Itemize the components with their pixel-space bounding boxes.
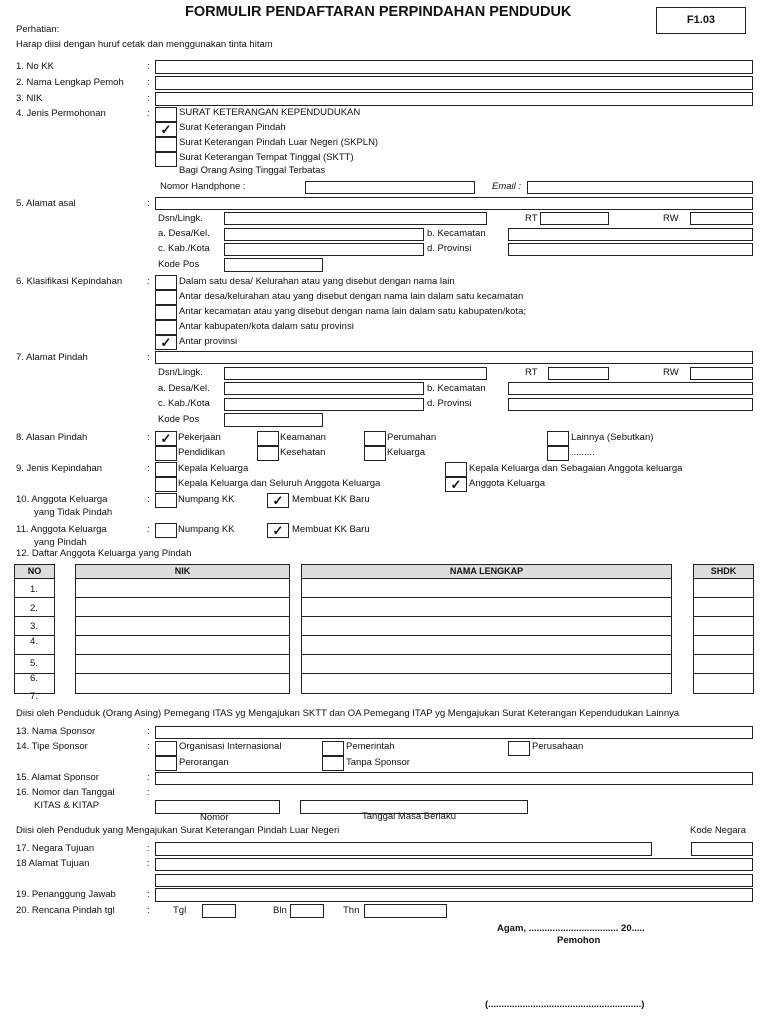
pindah-kecamatan-input[interactable] xyxy=(508,382,753,395)
checkbox-keamanan[interactable] xyxy=(257,431,279,446)
option-label: Perusahaan xyxy=(532,741,584,752)
check-icon: ✓ xyxy=(160,122,172,137)
checkbox-pemerintah[interactable] xyxy=(322,741,344,756)
option-label: Anggota Keluarga xyxy=(469,478,546,489)
label-phone: Nomor Handphone : xyxy=(160,181,246,192)
checkbox-kk-sebagian[interactable] xyxy=(445,462,467,477)
checkbox-kk-seluruh[interactable] xyxy=(155,477,177,492)
label-desa: a. Desa/Kel. xyxy=(158,228,210,239)
asal-rw-input[interactable] xyxy=(690,212,753,225)
header-shdk: SHDK xyxy=(693,564,754,579)
label-kode-pos: Kode Pos xyxy=(158,414,200,425)
checkbox-anggota-keluarga[interactable] xyxy=(445,477,467,492)
pindah-rw-input[interactable] xyxy=(690,367,753,380)
kode-negara-input[interactable] xyxy=(691,842,753,856)
email-input[interactable] xyxy=(527,181,753,194)
option-label: Numpang KK xyxy=(178,494,235,505)
check-icon: ✓ xyxy=(160,431,172,446)
label-nama-sponsor: 13. Nama Sponsor xyxy=(16,726,96,737)
table-row-line xyxy=(75,597,290,598)
label-penanggung-jawab: 19. Penanggung Jawab xyxy=(16,889,116,900)
check-icon: ✓ xyxy=(272,493,284,508)
label-rw: RW xyxy=(663,367,679,378)
colon: : xyxy=(147,61,150,72)
table-row-line xyxy=(75,635,290,636)
table-row-line xyxy=(75,616,290,617)
phone-input[interactable] xyxy=(305,181,475,194)
label-rencana-pindah: 20. Rencana Pindah tgl xyxy=(16,905,115,916)
label-klasifikasi: 6. Klasifikasi Kepindahan xyxy=(16,276,123,287)
checkbox-numpang-kk-11[interactable] xyxy=(155,523,177,538)
option-label: Kepala Keluarga xyxy=(178,463,249,474)
colon: : xyxy=(147,494,150,505)
colon: : xyxy=(147,858,150,869)
table-row-line xyxy=(75,673,290,674)
pindah-kab-input[interactable] xyxy=(224,398,424,411)
label-jenis-permohonan: 4. Jenis Permohonan xyxy=(16,108,106,119)
label-rt: RT xyxy=(525,213,538,224)
checkbox-skpln[interactable] xyxy=(155,137,177,152)
label-alasan: 8. Alasan Pindah xyxy=(16,432,88,443)
label-kitas-2: KITAS & KITAP xyxy=(34,800,100,811)
row-number: 1. xyxy=(30,584,38,595)
colon: : xyxy=(147,93,150,104)
colon: : xyxy=(147,108,150,119)
checkbox-klasifikasi-2[interactable] xyxy=(155,290,177,305)
label-tgl: Tgl xyxy=(173,905,187,916)
checkbox-numpang-kk-10[interactable] xyxy=(155,493,177,508)
checkbox-tanpa-sponsor[interactable] xyxy=(322,756,344,771)
no-kk-input[interactable] xyxy=(155,60,753,74)
col-nama[interactable] xyxy=(301,564,672,694)
checkbox-klasifikasi-3[interactable] xyxy=(155,305,177,320)
label-nik: 3. NIK xyxy=(16,93,43,104)
option-label: Kepala Keluarga dan Sebagaian Anggota keluarga xyxy=(469,463,683,474)
label-kecamatan: b. Kecamatan xyxy=(427,383,486,394)
label-dsn: Dsn/Lingk. xyxy=(158,367,203,378)
label-alamat-asal: 5. Alamat asal xyxy=(16,198,76,209)
label-thn: Thn xyxy=(343,905,360,916)
alamat-tujuan-input-2[interactable] xyxy=(155,874,753,887)
tgl-input[interactable] xyxy=(202,904,236,918)
label-provinsi: d. Provinsi xyxy=(427,398,472,409)
penanggung-jawab-input[interactable] xyxy=(155,888,753,902)
row-number: 2. xyxy=(30,603,38,614)
check-icon: ✓ xyxy=(160,335,172,350)
checkbox-klasifikasi-4[interactable] xyxy=(155,320,177,335)
asal-kecamatan-input[interactable] xyxy=(508,228,753,241)
label-desa: a. Desa/Kel. xyxy=(158,383,210,394)
colon: : xyxy=(147,432,150,443)
option-label: Keamanan xyxy=(280,432,326,443)
row-number: 7. xyxy=(30,691,38,702)
checkbox-organisasi[interactable] xyxy=(155,741,177,756)
table-row-line xyxy=(14,597,55,598)
checkbox-skk[interactable] xyxy=(155,107,177,122)
label-dsn: Dsn/Lingk. xyxy=(158,213,203,224)
option-label: Kesehatan xyxy=(280,447,326,458)
table-row-line xyxy=(14,654,55,655)
check-icon: ✓ xyxy=(272,523,284,538)
bln-input[interactable] xyxy=(290,904,324,918)
colon: : xyxy=(147,198,150,209)
table-row-line xyxy=(301,616,672,617)
option-label: Antar provinsi xyxy=(179,336,238,347)
section-orang-asing: Diisi oleh Penduduk (Orang Asing) Pemegang ITAS yg Mengajukan SKTT dan OA Pemegang ITAP yg Mengajukan Surat Keterangan Kependudukan Lainnya xyxy=(16,708,680,719)
checkbox-klasifikasi-5[interactable] xyxy=(155,335,177,350)
label-kab: c. Kab./Kota xyxy=(158,243,210,254)
label-tipe-sponsor: 14. Tipe Sponsor xyxy=(16,741,88,752)
option-label: Antar desa/kelurahan atau yang disebut dengan nama lain dalam satu kecamatan xyxy=(179,291,524,302)
section-luar-negeri: Diisi oleh Penduduk yang Mengajukan Surat Keterangan Pindah Luar Negeri xyxy=(16,825,340,836)
option-label: Membuat KK Baru xyxy=(292,524,370,535)
option-label: SURAT KETERANGAN KEPENDUDUKAN xyxy=(179,107,361,118)
label-kitas: 16. Nomor dan Tanggal xyxy=(16,787,115,798)
asal-rt-input[interactable] xyxy=(540,212,609,225)
colon: : xyxy=(147,905,150,916)
label-alamat-pindah: 7. Alamat Pindah xyxy=(16,352,88,363)
label-bln: Bln xyxy=(273,905,287,916)
table-row-line xyxy=(301,673,672,674)
signature-role: Pemohon xyxy=(557,935,601,946)
checkbox-kesehatan[interactable] xyxy=(257,446,279,461)
colon: : xyxy=(147,352,150,363)
label-anggota-pindah-2: yang Pindah xyxy=(34,537,87,548)
asal-kode-pos-input[interactable] xyxy=(224,258,323,272)
option-label: Tanpa Sponsor xyxy=(346,757,410,768)
pindah-kode-pos-input[interactable] xyxy=(224,413,323,427)
form-code: F1.03 xyxy=(656,7,746,34)
label-negara-tujuan: 17. Negara Tujuan xyxy=(16,843,95,854)
asal-desa-input[interactable] xyxy=(224,228,424,241)
colon: : xyxy=(147,77,150,88)
colon: : xyxy=(147,889,150,900)
label-email: Email : xyxy=(492,181,522,192)
alamat-asal-input[interactable] xyxy=(155,197,753,210)
label-kab: c. Kab./Kota xyxy=(158,398,210,409)
pindah-dsn-input[interactable] xyxy=(224,367,487,380)
checkbox-kk-baru-11[interactable] xyxy=(267,523,289,538)
table-row-line xyxy=(301,597,672,598)
label-rw: RW xyxy=(663,213,679,224)
table-row-line xyxy=(14,616,55,617)
thn-input[interactable] xyxy=(364,904,447,918)
option-label: Pendidikan xyxy=(178,447,226,458)
table-row-line xyxy=(301,654,672,655)
checkbox-other[interactable] xyxy=(547,446,569,461)
table-row-line xyxy=(693,673,754,674)
label-jenis-kepindahan: 9. Jenis Kepindahan xyxy=(16,463,103,474)
option-label: Perorangan xyxy=(179,757,229,768)
colon: : xyxy=(147,726,150,737)
option-label: Perumahan xyxy=(387,432,437,443)
label-kecamatan: b. Kecamatan xyxy=(427,228,486,239)
col-nik[interactable] xyxy=(75,564,290,694)
row-number: 3. xyxy=(30,621,38,632)
option-label: Organisasi Internasional xyxy=(179,741,282,752)
pindah-provinsi-input[interactable] xyxy=(508,398,753,411)
option-label: Antar kabupaten/kota dalam satu provinsi xyxy=(179,321,354,332)
signature-place-date: Agam, .................................. 20..... xyxy=(497,923,645,934)
nama-input[interactable] xyxy=(155,76,753,90)
pindah-rt-input[interactable] xyxy=(548,367,609,380)
checkbox-kk-baru-10[interactable] xyxy=(267,493,289,508)
label-anggota-pindah: 11. Anggota Keluarga xyxy=(16,524,107,535)
table-row-line xyxy=(693,635,754,636)
label-daftar-anggota: 12. Daftar Anggota Keluarga yang Pindah xyxy=(16,548,192,559)
option-label: Surat Keterangan Pindah xyxy=(179,122,286,133)
nik-input[interactable] xyxy=(155,92,753,106)
check-icon: ✓ xyxy=(450,477,462,492)
label-alamat-tujuan: 18 Alamat Tujuan xyxy=(16,858,90,869)
checkbox-perumahan[interactable] xyxy=(364,431,386,446)
checkbox-pekerjaan[interactable] xyxy=(155,431,177,446)
colon: : xyxy=(147,772,150,783)
header-nik: NIK xyxy=(75,564,290,579)
option-label: ......... xyxy=(571,447,595,458)
colon: : xyxy=(147,463,150,474)
option-label: Membuat KK Baru xyxy=(292,494,370,505)
form-title: FORMULIR PENDAFTARAN PERPINDAHAN PENDUDUK xyxy=(185,4,572,20)
row-number: 4. xyxy=(30,636,38,647)
label-no-kk: 1. No KK xyxy=(16,61,55,72)
colon: : xyxy=(147,741,150,752)
option-label: Dalam satu desa/ Kelurahan atau yang disebut dengan nama lain xyxy=(179,276,455,287)
table-row-line xyxy=(693,616,754,617)
table-row-line xyxy=(693,654,754,655)
option-label: Pemerintah xyxy=(346,741,395,752)
label-anggota-tidak-pindah: 10. Anggota Keluarga xyxy=(16,494,108,505)
label-provinsi: d. Provinsi xyxy=(427,243,472,254)
negara-tujuan-input[interactable] xyxy=(155,842,652,856)
checkbox-pendidikan[interactable] xyxy=(155,446,177,461)
option-label: Lainnya (Sebutkan) xyxy=(571,432,654,443)
checkbox-sktt[interactable] xyxy=(155,152,177,167)
option-label: Numpang KK xyxy=(178,524,235,535)
label-nama: 2. Nama Lengkap Pemoh xyxy=(16,77,124,88)
checkbox-klasifikasi-1[interactable] xyxy=(155,275,177,290)
option-label: Surat Keterangan Pindah Luar Negeri (SKPLN) xyxy=(179,137,379,148)
label-rt: RT xyxy=(525,367,538,378)
option-label: Antar kecamatan atau yang disebut dengan nama lain dalam satu kabupaten/kota; xyxy=(179,306,526,317)
checkbox-perorangan[interactable] xyxy=(155,756,177,771)
checkbox-kepala-keluarga[interactable] xyxy=(155,462,177,477)
col-shdk[interactable] xyxy=(693,564,754,694)
table-row-line xyxy=(693,597,754,598)
asal-kab-input[interactable] xyxy=(224,243,424,256)
option-label: Surat Keterangan Tempat Tinggal (SKTT) xyxy=(179,152,354,163)
checkbox-keluarga[interactable] xyxy=(364,446,386,461)
label-kode-pos: Kode Pos xyxy=(158,259,200,270)
option-label: Kepala Keluarga dan Seluruh Anggota Keluarga xyxy=(178,478,381,489)
nama-sponsor-input[interactable] xyxy=(155,726,753,739)
pindah-desa-input[interactable] xyxy=(224,382,424,395)
header-no: NO xyxy=(14,564,55,579)
colon: : xyxy=(147,524,150,535)
colon: : xyxy=(147,276,150,287)
row-number: 5. xyxy=(30,658,38,669)
alamat-tujuan-input[interactable] xyxy=(155,858,753,871)
alamat-sponsor-input[interactable] xyxy=(155,772,753,785)
asal-dsn-input[interactable] xyxy=(224,212,487,225)
colon: : xyxy=(147,843,150,854)
asal-provinsi-input[interactable] xyxy=(508,243,753,256)
header-nama: NAMA LENGKAP xyxy=(301,564,672,579)
option-label: Pekerjaan xyxy=(178,432,221,443)
option-label: Keluarga xyxy=(387,447,426,458)
alamat-pindah-input[interactable] xyxy=(155,351,753,364)
checkbox-lainnya[interactable] xyxy=(547,431,569,446)
table-row-line xyxy=(75,654,290,655)
label-alamat-sponsor: 15. Alamat Sponsor xyxy=(16,772,99,783)
row-number: 6. xyxy=(30,673,38,684)
checkbox-sk-pindah[interactable] xyxy=(155,122,177,137)
caption-tanggal: Tanggal Masa Berlaku xyxy=(362,811,456,822)
caption-nomor: Nomor xyxy=(200,812,229,823)
note-heading: Perhatian: xyxy=(16,24,60,35)
note-text: Harap diisi dengan huruf cetak dan menggunakan tinta hitam xyxy=(16,39,273,50)
option-sublabel: Bagi Orang Asing Tinggal Terbatas xyxy=(179,165,326,176)
table-row-line xyxy=(301,635,672,636)
label-kode-negara: Kode Negara xyxy=(690,825,746,836)
signature-name: (..........................................................) xyxy=(485,999,645,1010)
colon: : xyxy=(147,787,150,798)
label-anggota-tidak-pindah-2: yang Tidak Pindah xyxy=(34,507,113,518)
checkbox-perusahaan[interactable] xyxy=(508,741,530,756)
